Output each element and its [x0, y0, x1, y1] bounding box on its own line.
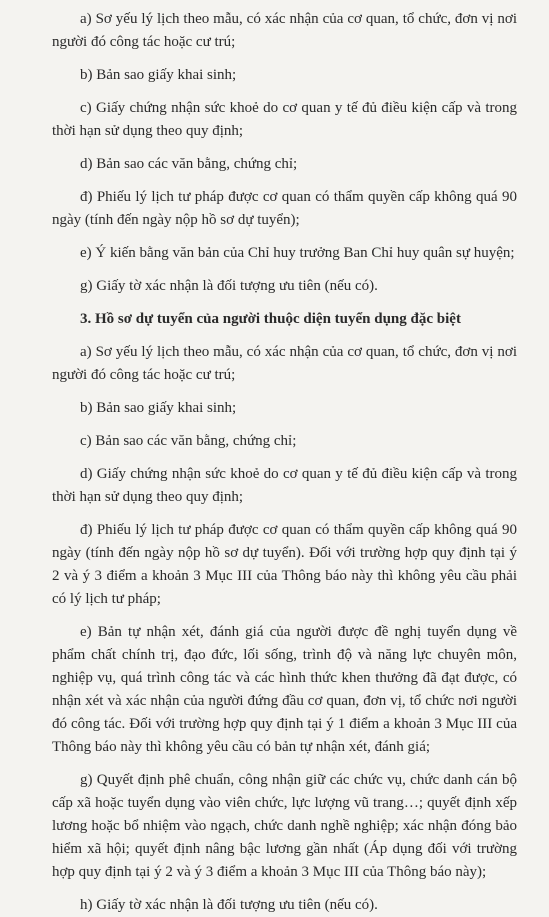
paragraph: đ) Phiếu lý lịch tư pháp được cơ quan có thẩm quyền cấp không quá 90 ngày (tính đến ngày nộp hồ sơ dự tuyển). Đối với trường hợp quy định tại ý 2 và ý 3 điểm a khoản 3 Mục III của Thông báo này thì không yêu cầu phải có lý lịch tư pháp;: [52, 522, 517, 607]
paragraph: b) Bản sao giấy khai sinh;: [80, 67, 237, 83]
paragraph: h) Giấy tờ xác nhận là đối tượng ưu tiên (nếu có).: [80, 897, 378, 913]
paragraph: e) Ý kiến bằng văn bản của Chỉ huy trưởng Ban Chỉ huy quân sự huyện;: [80, 245, 515, 261]
paragraph: g) Giấy tờ xác nhận là đối tượng ưu tiên (nếu có).: [80, 278, 378, 294]
paragraph: d) Giấy chứng nhận sức khoẻ do cơ quan y tế đủ điều kiện cấp và trong thời hạn sử dụng theo quy định;: [52, 466, 517, 505]
paragraph: g) Quyết định phê chuẩn, công nhận giữ các chức vụ, chức danh cán bộ cấp xã hoặc tuyển dụng vào viên chức, lực lượng vũ trang…; quyết định xếp lương hoặc bổ nhiệm vào ngạch, chức danh nghề nghiệp; xác nhận đóng bảo hiểm xã hội; quyết định nâng bậc lương gần nhất (Áp dụng đối với trường hợp quy định tại ý 2 và ý 3 điểm a khoản 3 Mục III của Thông báo này);: [52, 772, 517, 880]
paragraph: a) Sơ yếu lý lịch theo mẫu, có xác nhận của cơ quan, tổ chức, đơn vị nơi người đó công tác hoặc cư trú;: [52, 344, 517, 383]
paragraph: a) Sơ yếu lý lịch theo mẫu, có xác nhận của cơ quan, tổ chức, đơn vị nơi người đó công tác hoặc cư trú;: [52, 11, 517, 50]
paragraph: đ) Phiếu lý lịch tư pháp được cơ quan có thẩm quyền cấp không quá 90 ngày (tính đến ngày nộp hồ sơ dự tuyển);: [52, 189, 517, 228]
paragraph: c) Giấy chứng nhận sức khoẻ do cơ quan y tế đủ điều kiện cấp và trong thời hạn sử dụng theo quy định;: [52, 100, 517, 139]
paragraph: d) Bản sao các văn bằng, chứng chỉ;: [80, 156, 298, 172]
paragraph: e) Bản tự nhận xét, đánh giá của người được đề nghị tuyển dụng về phẩm chất chính trị, đạo đức, lối sống, trình độ và năng lực chuyên môn, nghiệp vụ, quá trình công tác và các hình thức khen thưởng đã đạt được, có nhận xét và xác nhận của người đứng đầu cơ quan, đơn vị, tổ chức nơi người đó công tác. Đối với trường hợp quy định tại ý 1 điểm a khoản 3 Mục III của Thông báo này thì không yêu cầu có bản tự nhận xét, đánh giá;: [52, 624, 517, 755]
paragraph: c) Bản sao các văn bằng, chứng chỉ;: [80, 433, 297, 449]
section-heading: 3. Hồ sơ dự tuyển của người thuộc diện tuyển dụng đặc biệt: [80, 311, 461, 327]
paragraph: b) Bản sao giấy khai sinh;: [80, 400, 237, 416]
